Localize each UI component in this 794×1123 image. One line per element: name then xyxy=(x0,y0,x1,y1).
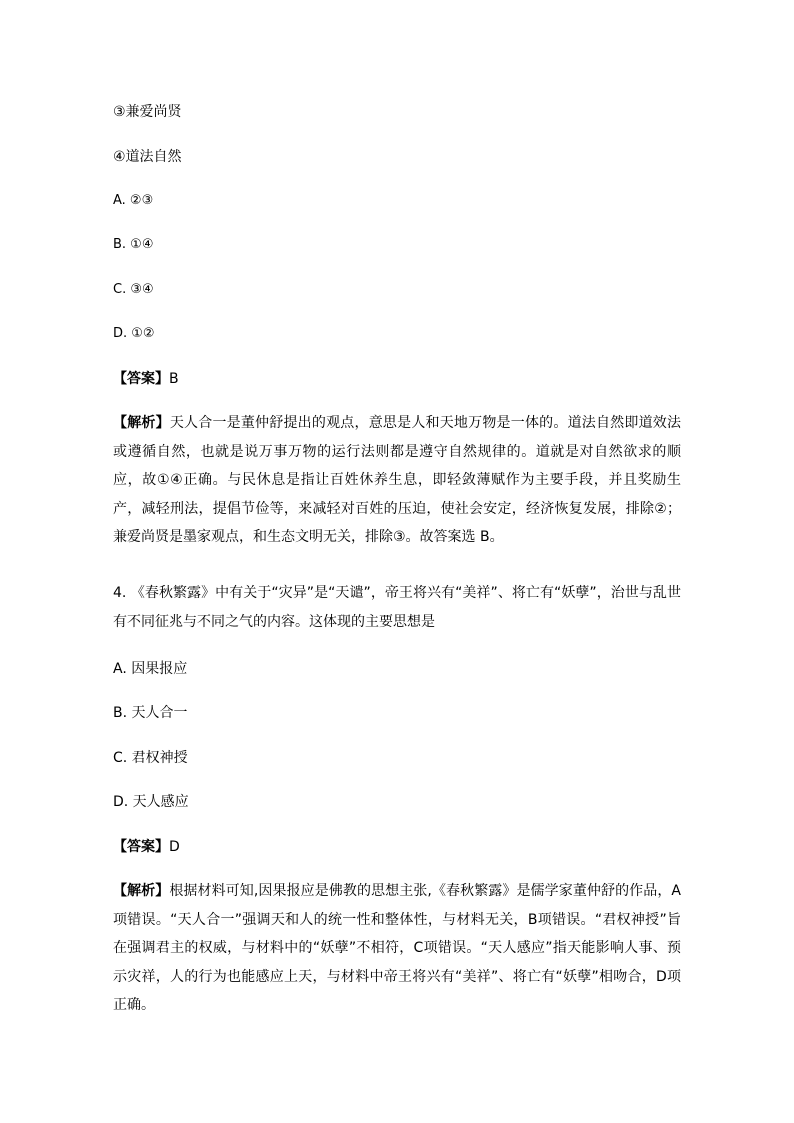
q4-answer-value: D xyxy=(169,839,180,855)
q3-analysis xyxy=(113,409,681,552)
q4-option-d: D. 天人感应 xyxy=(113,794,189,810)
q3-option-a: A. ②③ xyxy=(113,193,154,208)
q3-answer xyxy=(113,369,179,389)
q3-option-c: C. ③④ xyxy=(113,282,154,297)
q3-item-3: ③兼爱尚贤 xyxy=(113,104,182,120)
q3-analysis-label: 【解析】 xyxy=(113,415,170,431)
q4-option-c: C. 君权神授 xyxy=(113,750,188,766)
q4-answer xyxy=(113,837,180,857)
q3-option-d: D. ①② xyxy=(113,326,155,341)
q4-question: 4. 《春秋繁露》中有关于“灾异”是“天谴”，帝王将兴有“美祥”、将亡有“妖孽”，治世与乱世有不同征兆与不同之气的内容。这体现的主要思想是 xyxy=(113,585,681,630)
q4-analysis-text: 根据材料可知,因果报应是佛教的思想主张,《春秋繁露》是儒学家董仲舒的作品，A项错误。“天人合一”强调天和人的统一性和整体性，与材料无关，B项错误。“君权神授”旨在强调君主的权威，与材料中的“妖孽”不相符，C项错误。“天人感应”指天能影响人事、预示灾祥，人的行为也能感应上天，与材料中帝王将兴有“美祥”、将亡有“妖孽”相吻合，D项正确。 xyxy=(113,883,681,1014)
q3-item-4: ④道法自然 xyxy=(113,149,182,165)
q3-option-b: B. ①④ xyxy=(113,237,154,252)
q4-analysis xyxy=(113,877,681,1020)
q4-option-b: B. 天人合一 xyxy=(113,705,188,721)
q3-analysis-text: 天人合一是董仲舒提出的观点，意思是人和天地万物是一体的。道法自然即道效法或遵循自然，也就是说万事万物的运行法则都是遵守自然规律的。道就是对自然欲求的顺应，故①④正确。与民休息是指让百姓休养生息，即轻敛薄赋作为主要手段，并且奖励生产，减轻刑法，提倡节俭等，来减轻对百姓的压迫，使社会安定，经济恢复发展，排除②；兼爱尚贤是墨家观点，和生态文明无关，排除③。故答案选 B。 xyxy=(113,415,682,546)
q4-analysis-label: 【解析】 xyxy=(113,883,170,899)
q3-answer-label: 【答案】 xyxy=(113,371,169,387)
q4-answer-label: 【答案】 xyxy=(113,839,169,855)
q4-option-a: A. 因果报应 xyxy=(113,661,188,677)
q3-answer-value: B xyxy=(169,371,179,387)
